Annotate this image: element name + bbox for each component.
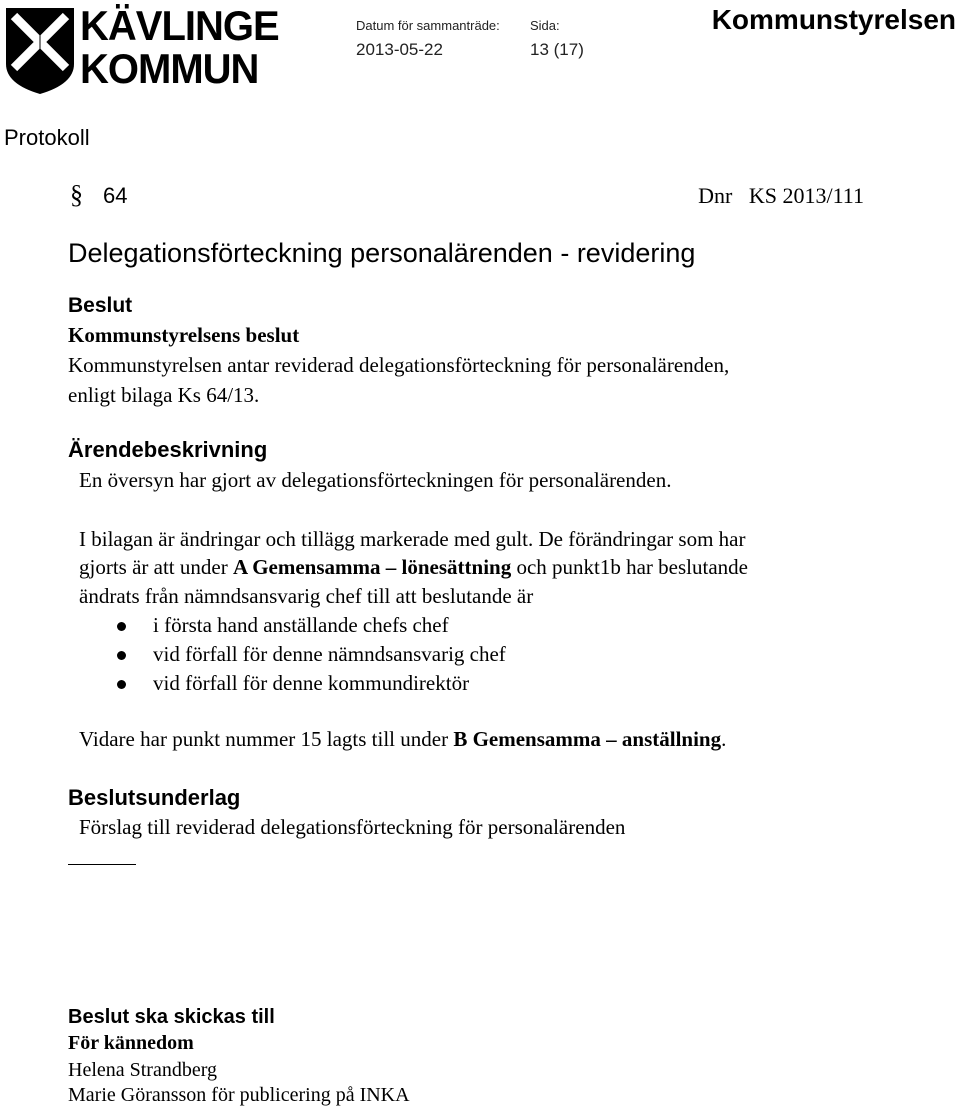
divider (68, 864, 136, 865)
page-value: 13 (17) (530, 40, 584, 59)
bullet-item: vid förfall för denne nämndsansvarig chef (153, 642, 506, 666)
kavlinge-kommun-logo (4, 3, 279, 94)
bullet-icon (117, 680, 126, 689)
section-reference: B Gemensamma – anställning (453, 727, 722, 751)
beslutsunderlag-heading: Beslutsunderlag (68, 785, 241, 810)
dnr: Dnr KS 2013/111 (698, 183, 864, 208)
recipient: Marie Göransson för publicering på INKA (68, 1084, 410, 1106)
description-line (79, 553, 748, 583)
header-title: Kommunstyrelsen (711, 4, 956, 35)
beslut-subheading: Kommunstyrelsens beslut (68, 323, 300, 347)
paragraph-number: 64 (103, 183, 128, 208)
arendebeskrivning-heading: Ärendebeskrivning (68, 437, 268, 462)
logo-line-2: KOMMUN (80, 46, 259, 93)
recipient: Helena Strandberg (68, 1059, 218, 1081)
description-line: ändrats från nämndsansvarig chef till att beslutande är (79, 584, 534, 608)
bullet-item: i första hand anställande chefs chef (153, 613, 449, 637)
beslut-heading: Beslut (68, 294, 133, 317)
protocol-label: Protokoll (4, 125, 90, 150)
text-segment: och punkt1b har beslutande (511, 555, 748, 579)
description-line: En översyn har gjort av delegationsförteckningen för personalärenden. (79, 468, 672, 492)
page-title: Delegationsförteckning personalärenden - revidering (68, 238, 696, 268)
text-segment: gjorts är att under (79, 555, 233, 579)
beslut-line: enligt bilaga Ks 64/13. (68, 383, 260, 407)
bullet-icon (117, 651, 126, 660)
description-line (79, 725, 726, 755)
distribution-subheading: För kännedom (68, 1032, 194, 1054)
description-line: I bilagan är ändringar och tillägg markerade med gult. De förändringar som har (79, 527, 746, 551)
logo-line-1: KÄVLINGE (80, 3, 279, 50)
beslutsunderlag-line: Förslag till reviderad delegationsförteckning för personalärenden (79, 815, 626, 839)
bullet-icon (117, 622, 126, 631)
meeting-date-label: Datum för sammanträde: (356, 18, 500, 33)
distribution-heading: Beslut ska skickas till (68, 1006, 275, 1028)
page-label: Sida: (530, 18, 560, 33)
beslut-line: Kommunstyrelsen antar reviderad delegationsförteckning för personalärenden, (68, 353, 730, 377)
text-segment: Vidare har punkt nummer 15 lagts till under (79, 727, 454, 751)
bullet-item: vid förfall för denne kommundirektör (153, 671, 470, 695)
text-segment: . (721, 727, 727, 751)
section-reference: A Gemensamma – lönesättning (232, 555, 512, 579)
meeting-date-value: 2013-05-22 (356, 40, 443, 59)
paragraph-symbol: § (70, 180, 83, 209)
